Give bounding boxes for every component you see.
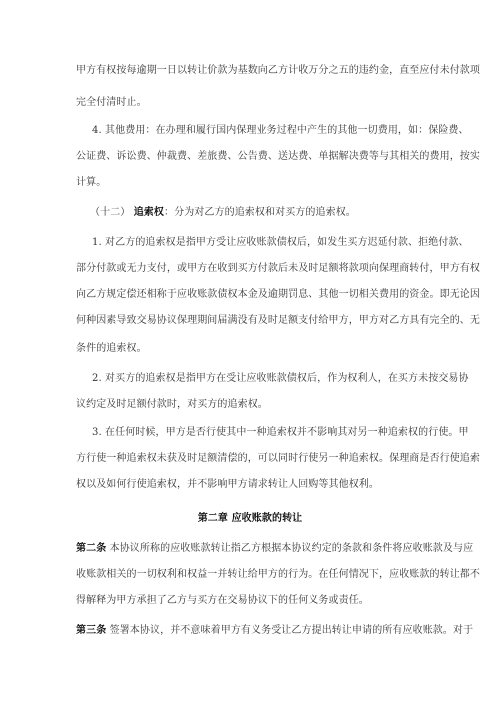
section-heading-recourse bbox=[90, 206, 356, 220]
paragraph-line: 条件的追索权。 bbox=[76, 343, 147, 354]
paragraph-line: 何种因素导致交易协议保理期间届满没有及时足额支付给甲方，甲方对乙方具有完全的、无 bbox=[76, 315, 480, 326]
paragraph-line: 部分付款或无力支付，或甲方在收到买方付款后未及时足额将款项向保理商转付，甲方有权 bbox=[76, 263, 480, 274]
section-description: ：分为对乙方的追索权和对买方的追索权。 bbox=[164, 207, 356, 218]
paragraph-line: 议约定及时足额付款时，对买方的追索权。 bbox=[76, 399, 268, 410]
paragraph-line: 向乙方规定偿还相称于应收账款债权本金及逾期罚息、其他一切相关费用的资金。即无论因 bbox=[76, 289, 480, 300]
article-line bbox=[76, 624, 473, 638]
chapter-heading: 第二章 应收账款的转让 bbox=[197, 513, 303, 524]
paragraph-line: 计算。 bbox=[76, 177, 107, 188]
paragraph-line: 权以及如何行使追索权，并不影响甲方请求转让人回购等其他权利。 bbox=[76, 479, 379, 490]
article-text: 本协议所称的应收账款转让指乙方根据本协议约定的条款和条件将应收账款及与应 bbox=[106, 543, 474, 554]
paragraph-line: 1. 对乙方的追索权是指甲方受让应收账款债权后，如发生买方迟延付款、拒绝付款、 bbox=[92, 237, 469, 248]
paragraph-line: 甲方有权按每逾期一日以转让价款为基数向乙方计收万分之五的违约金，直至应付未付款项 bbox=[76, 65, 480, 76]
paragraph-line: 公证费、诉讼费、仲裁费、差旅费、公告费、送达费、单据解决费等与其相关的费用，按实 bbox=[76, 151, 480, 162]
paragraph-line: 方行使一种追索权未获及时足额清偿的，可以同时行使另一种追索权。保理商是否行使追索 bbox=[76, 453, 480, 464]
paragraph-line: 收账款相关的一切权利和权益一并转让给甲方的行为。在任何情况下，应收账款的转让都不 bbox=[76, 569, 480, 580]
article-number: 第二条 bbox=[76, 543, 107, 554]
article-number: 第三条 bbox=[76, 625, 107, 636]
section-title: 追索权 bbox=[133, 207, 164, 218]
article-line bbox=[76, 542, 473, 556]
paragraph-line: 4. 其他费用：在办理和履行国内保理业务过程中产生的其他一切费用，如：保险费、 bbox=[92, 125, 469, 136]
paragraph-line: 2. 对买方的追索权是指甲方在受让应收账款债权后，作为权利人，在买方未按交易协 bbox=[92, 373, 469, 384]
paragraph-line: 3. 在任何时候，甲方是否行使其中一种追索权并不影响其对另一种追索权的行使。甲 bbox=[92, 427, 469, 438]
paragraph-line: 得解释为甲方承担了乙方与买方在交易协议下的任何义务或责任。 bbox=[76, 595, 369, 606]
paragraph-line: 完全付清时止。 bbox=[76, 97, 147, 108]
section-number: （十二） bbox=[90, 207, 134, 218]
article-text: 签署本协议，并不意味着甲方有义务受让乙方提出转让申请的所有应收账款。对于 bbox=[106, 625, 474, 636]
